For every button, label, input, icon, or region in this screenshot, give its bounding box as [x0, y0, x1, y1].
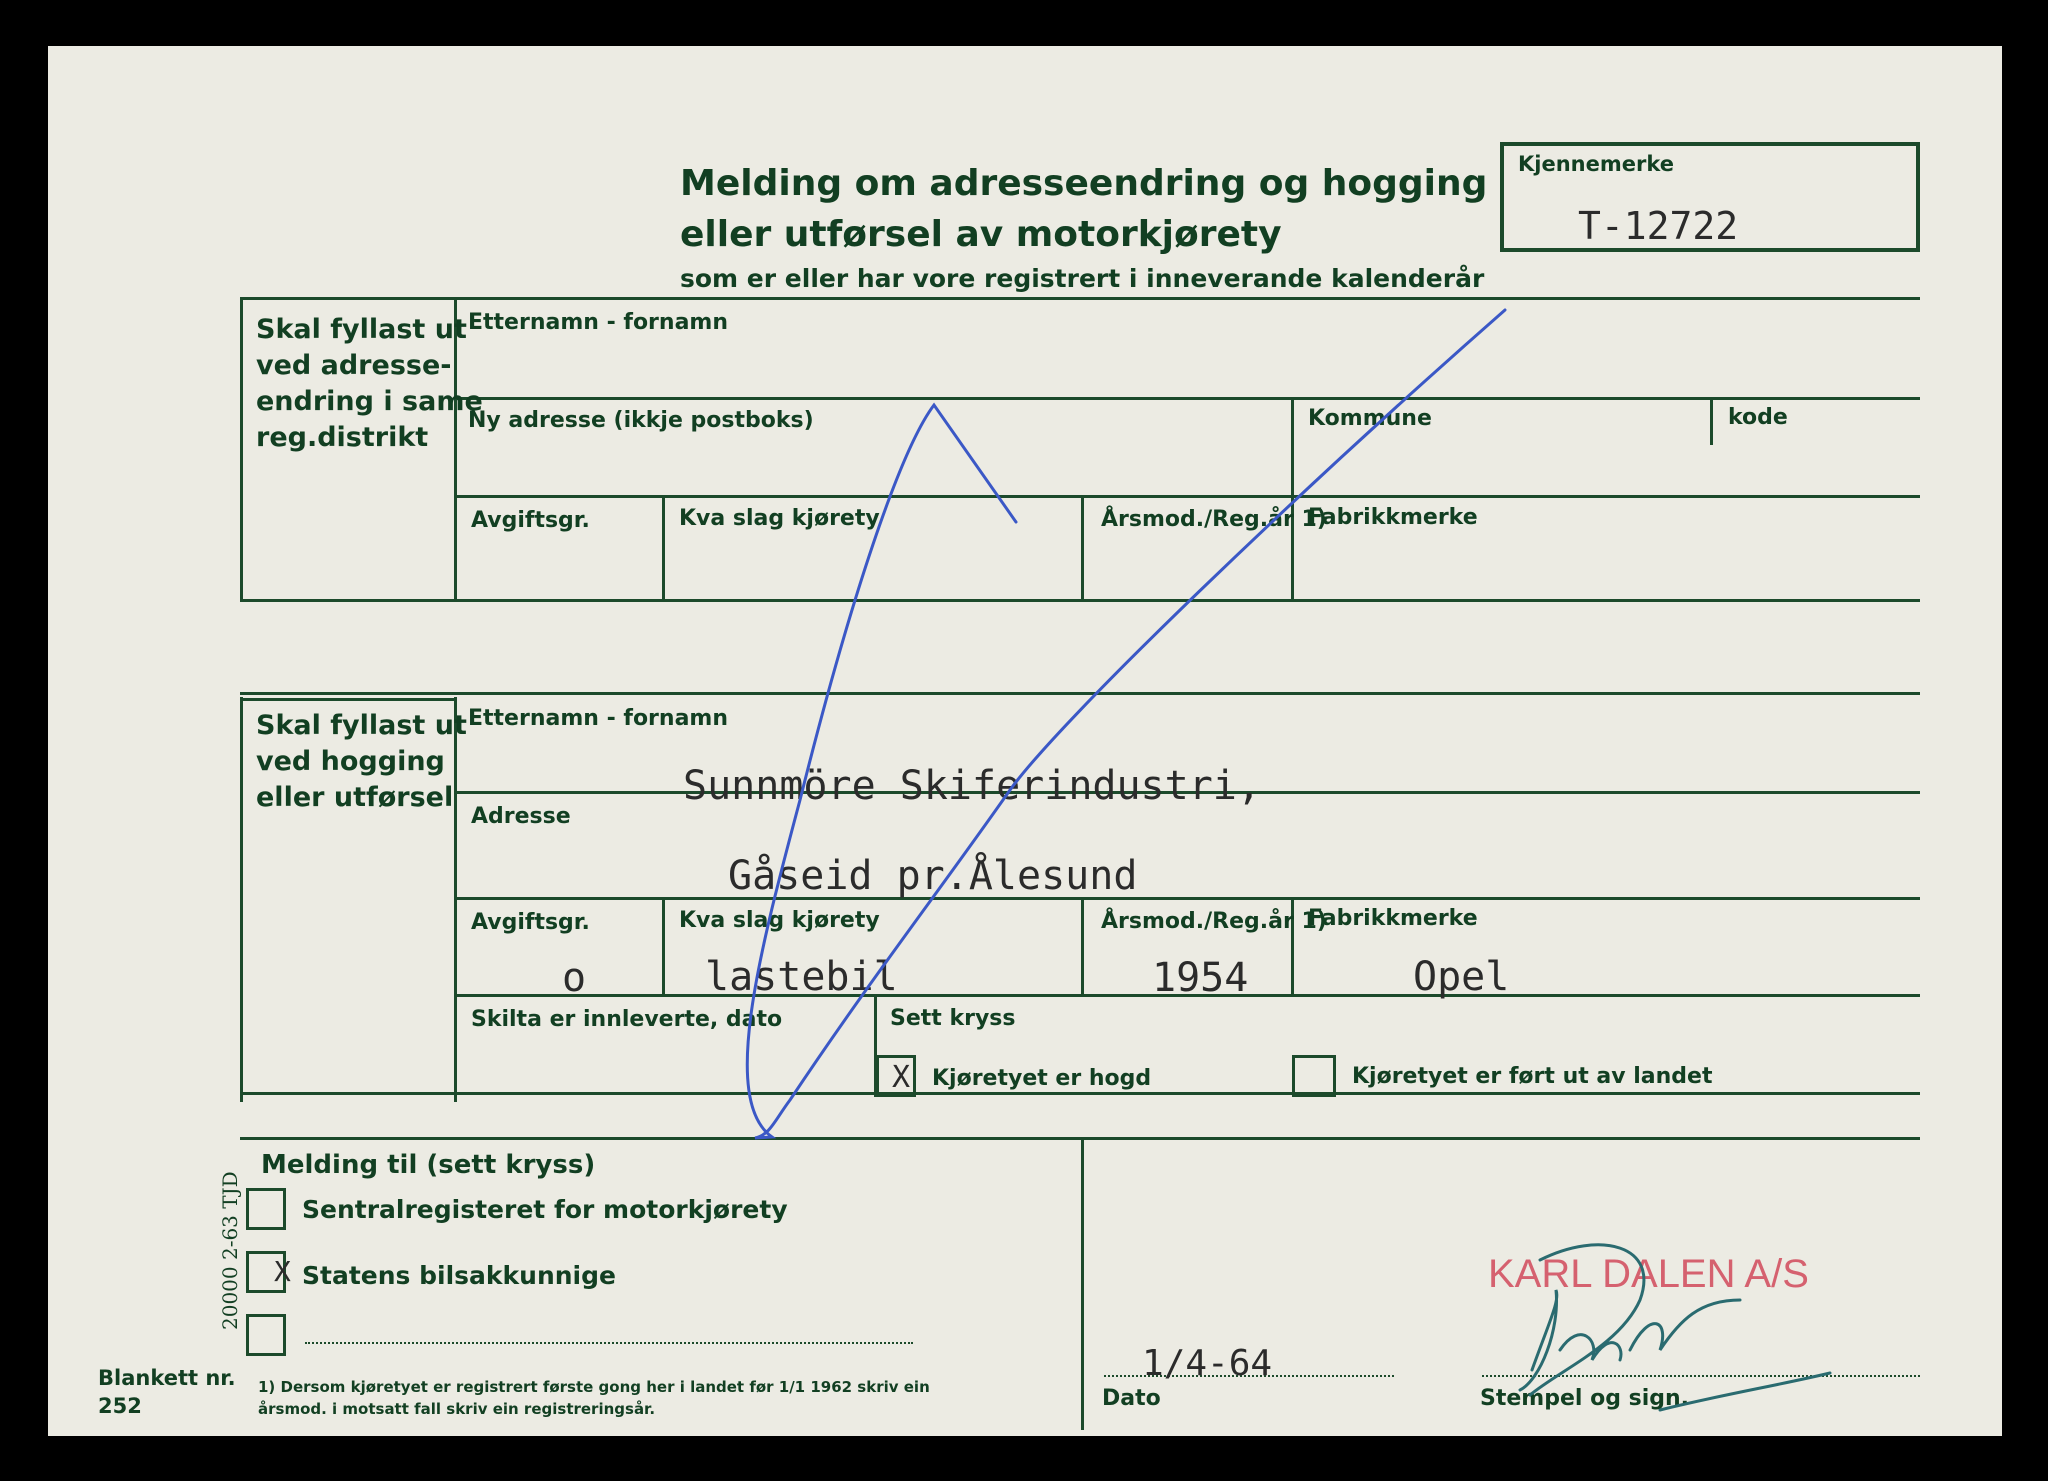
s1-make-label: Fabrikkmerke	[1308, 505, 1478, 530]
date-label: Dato	[1102, 1386, 1161, 1411]
s1-name-label: Etternamn - fornamn	[468, 310, 729, 335]
notify-check-mark: X	[274, 1255, 291, 1288]
registration-label: Kjennemerke	[1518, 152, 1674, 176]
company-stamp: KARL DALEN A/S	[1488, 1252, 1809, 1296]
form-number-label: Blankett nr.	[98, 1366, 236, 1390]
s2-fee-group-label: Avgiftsgr.	[471, 910, 590, 935]
s2-vehicle-type-label: Kva slag kjørety	[679, 908, 880, 933]
print-code: 20000 2-63 TJD	[218, 1171, 242, 1330]
form-title-line2: eller utførsel av motorkjørety	[680, 214, 1282, 255]
form-number: 252	[98, 1394, 142, 1418]
scrapped-check-mark: X	[892, 1060, 911, 1095]
s2-model-year-value: 1954	[1152, 955, 1249, 1001]
s2-name-value: Sunnmöre Skiferindustri,	[683, 763, 1261, 809]
s2-make-value: Opel	[1413, 954, 1510, 1000]
form-title-line1: Melding om adresseendring og hogging	[680, 163, 1488, 204]
footnote: 1) Dersom kjøretyet er registrert første gong her i landet før 1/1 1962 skriv ein årsmod. i motsatt fall skriv ein registreringsår.	[258, 1378, 930, 1418]
s2-address-label: Adresse	[471, 804, 571, 829]
s1-kommune-label: Kommune	[1308, 406, 1432, 431]
cancel-stroke	[747, 310, 1505, 1138]
section1-heading: Skal fyllast ut ved adresse- endring i same reg.distrikt	[256, 314, 483, 453]
s1-fee-group-label: Avgiftsgr.	[471, 508, 590, 533]
s1-new-address-label: Ny adresse (ikkje postboks)	[468, 408, 814, 433]
s2-mark-label: Sett kryss	[890, 1006, 1016, 1031]
s1-kode-label: kode	[1728, 405, 1788, 430]
signature-scribble	[1520, 1245, 1830, 1410]
s2-vehicle-type-value: lastebil	[705, 954, 898, 1000]
s2-fee-group-value: o	[562, 955, 587, 1001]
s2-make-label: Fabrikkmerke	[1308, 906, 1478, 931]
s2-model-year-label: Årsmod./Reg.år 1)	[1101, 909, 1327, 934]
s2-name-label: Etternamn - fornamn	[468, 706, 729, 731]
date-value: 1/4-64	[1142, 1343, 1273, 1384]
section2-heading: Skal fyllast ut ved hogging eller utførsel	[256, 710, 467, 813]
s1-vehicle-type-label: Kva slag kjørety	[679, 506, 880, 531]
notify-option-2: Statens bilsakkunnige	[302, 1261, 616, 1290]
notify-heading: Melding til (sett kryss)	[261, 1150, 596, 1180]
stamp-sign-label: Stempel og sign.	[1480, 1386, 1689, 1411]
exported-label: Kjøretyet er ført ut av landet	[1352, 1064, 1713, 1089]
s2-plates-returned-label: Skilta er innleverte, dato	[471, 1007, 783, 1032]
scrapped-label: Kjøretyet er hogd	[932, 1066, 1152, 1091]
notify-option-1: Sentralregisteret for motorkjørety	[302, 1195, 788, 1224]
form-subtitle: som er eller har vore registrert i inneverande kalenderår	[680, 264, 1485, 293]
s1-model-year-label: Årsmod./Reg.år 1)	[1101, 507, 1327, 532]
s2-address-value: Gåseid pr.Ålesund	[728, 853, 1138, 899]
registration-number: T-12722	[1578, 204, 1739, 248]
